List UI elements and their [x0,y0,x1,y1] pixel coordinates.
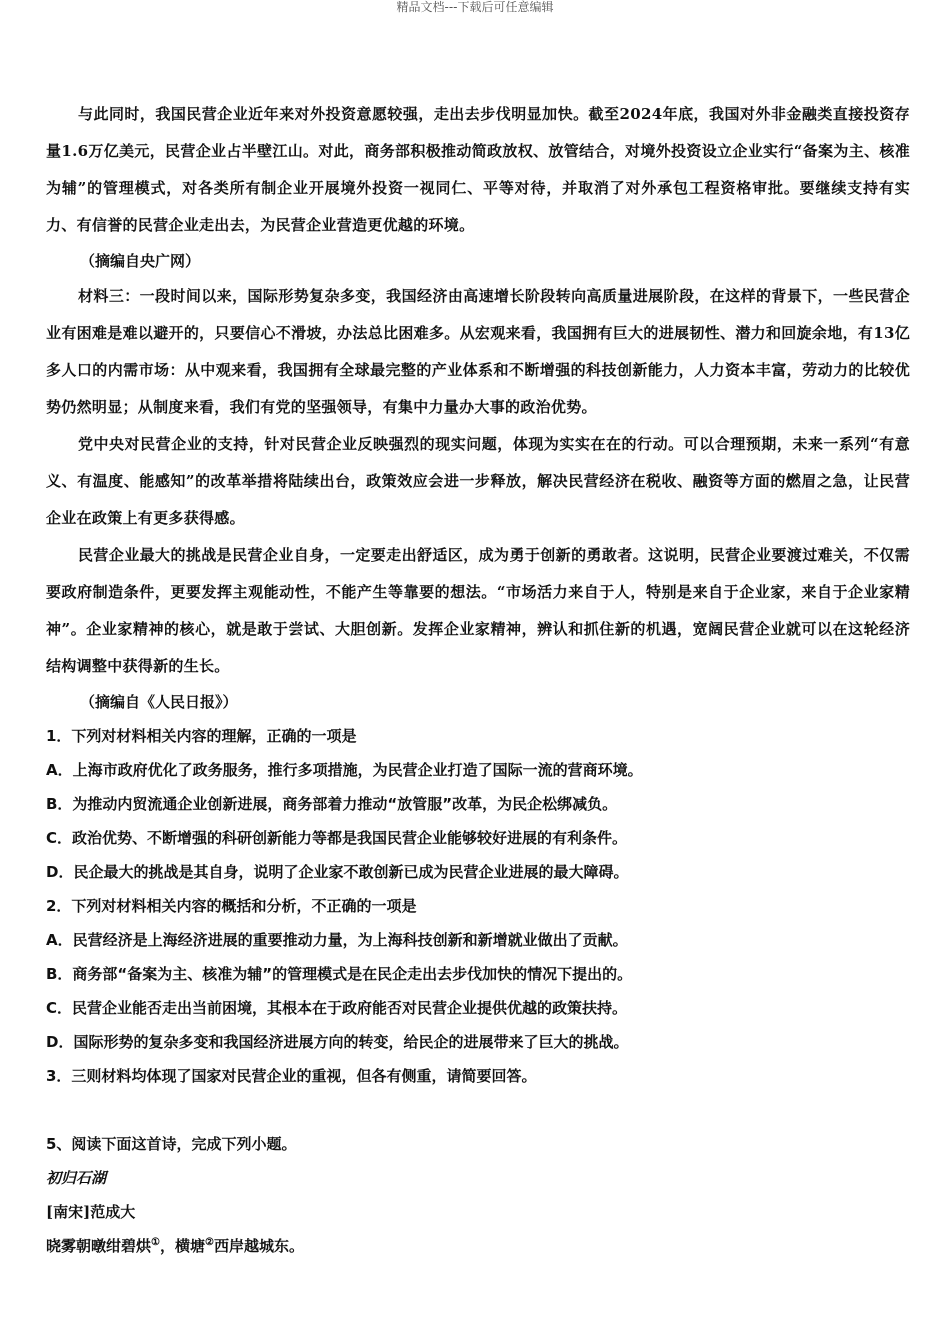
paragraph-material-three: 材料三：一段时间以来，国际形势复杂多变，我国经济由高速增长阶段转向高质量进展阶段，在这样的背景下，一些民营企业有困难是难以避开的，只要信心不滑坡，办法总比困难多。从宏观来看，我国拥有巨大的进展韧性、潜力和回旋余地，有13亿多人口的内需市场：从中观来看，我国拥有全球最完整的产业体系和不断增强的科技创新能力，人力资本丰富，劳动力的比较优势仍然明显；从制度来看，我们有党的坚强领导，有集中力量办大事的政治优势。 [46,287,910,416]
question-2-stem: 2．下列对材料相关内容的概括和分析，不正确的一项是 [46,897,417,915]
question-2-option-c: C．民营企业能否走出当前困境，其根本在于政府能否对民营企业提供优越的政策扶持。 [46,999,628,1017]
question-2-option-b: B．商务部“备案为主、核准为辅”的管理模式是在民企走出去步伐加快的情况下提出的。 [46,965,633,983]
poem-line-1 [46,1229,910,1263]
question-1-option-c: C．政治优势、不断增强的科研创新能力等都是我国民营企业能够较好进展的有利条件。 [46,829,628,847]
section-gap [46,1093,910,1127]
poem-title: 初归石湖 [46,1169,107,1187]
question-1-option-b: B．为推动内贸流通企业创新进展，商务部着力推动“放管服”改革，为民企松绑减负。 [46,795,618,813]
section-5-intro: 5、阅读下面这首诗，完成下列小题。 [46,1135,297,1153]
poem-author: [南宋]范成大 [46,1203,136,1221]
page-header: 精品文档---下载后可任意编辑 [396,0,554,14]
document-body [46,96,910,1263]
question-2-option-d: D．国际形势的复杂多变和我国经济进展方向的转变，给民企的进展带来了巨大的挑战。 [46,1033,629,1051]
question-1-option-d: D．民企最大的挑战是其自身，说明了企业家不敢创新已成为民营企业进展的最大障碍。 [46,863,629,881]
question-1-option-a: A．上海市政府优化了政务服务，推行多项措施，为民营企业打造了国际一流的营商环境。 [46,761,643,779]
question-1-stem: 1．下列对材料相关内容的理解，正确的一项是 [46,727,357,745]
footnote-marker-1: ① [151,1237,160,1248]
source-cnr: （摘编自央广网） [80,252,201,270]
source-peoples-daily: （摘编自《人民日报》） [80,693,238,711]
poem-line-1-part-a: 晓雾朝暾绀碧烘 [46,1237,152,1255]
footnote-marker-2: ② [205,1237,214,1248]
question-2-option-a: A．民营经济是上海经济进展的重要推动力量，为上海科技创新和新增就业做出了贡献。 [46,931,628,949]
paragraph-challenge: 民营企业最大的挑战是民营企业自身，一定要走出舒适区，成为勇于创新的勇敢者。这说明，民营企业要渡过难关，不仅需要政府制造条件，更要发挥主观能动性，不能产生等靠要的想法。“市场活力来自于人，特别是来自于企业家，来自于企业家精神”。企业家精神的核心，就是敢于尝试、大胆创新。发挥企业家精神，辨认和抓住新的机遇，宽阔民营企业就可以在这轮经济结构调整中获得新的生长。 [46,546,910,675]
paragraph-investment: 与此同时，我国民营企业近年来对外投资意愿较强，走出去步伐明显加快。截至2024年底，我国对外非金融类直接投资存量1.6万亿美元，民营企业占半壁江山。对此，商务部积极推动简政放权、放管结合，对境外投资设立企业实行“备案为主、核准为辅”的管理模式，对各类所有制企业开展境外投资一视同仁、平等对待，并取消了对外承包工程资格审批。要继续支持有实力、有信誉的民营企业走出去，为民营企业营造更优越的环境。 [46,105,910,234]
paragraph-party-support: 党中央对民营企业的支持，针对民营企业反映强烈的现实问题，体现为实实在在的行动。可以合理预期，未来一系列“有意义、有温度、能感知”的改革举措将陆续出台，政策效应会进一步释放，解决民营经济在税收、融资等方面的燃眉之急，让民营企业在政策上有更多获得感。 [46,435,910,527]
question-3-stem: 3．三则材料均体现了国家对民营企业的重视，但各有侧重，请简要回答。 [46,1067,537,1085]
poem-line-1-part-c: 西岸越城东。 [213,1237,304,1255]
poem-line-1-part-b: ，横塘 [159,1237,205,1255]
